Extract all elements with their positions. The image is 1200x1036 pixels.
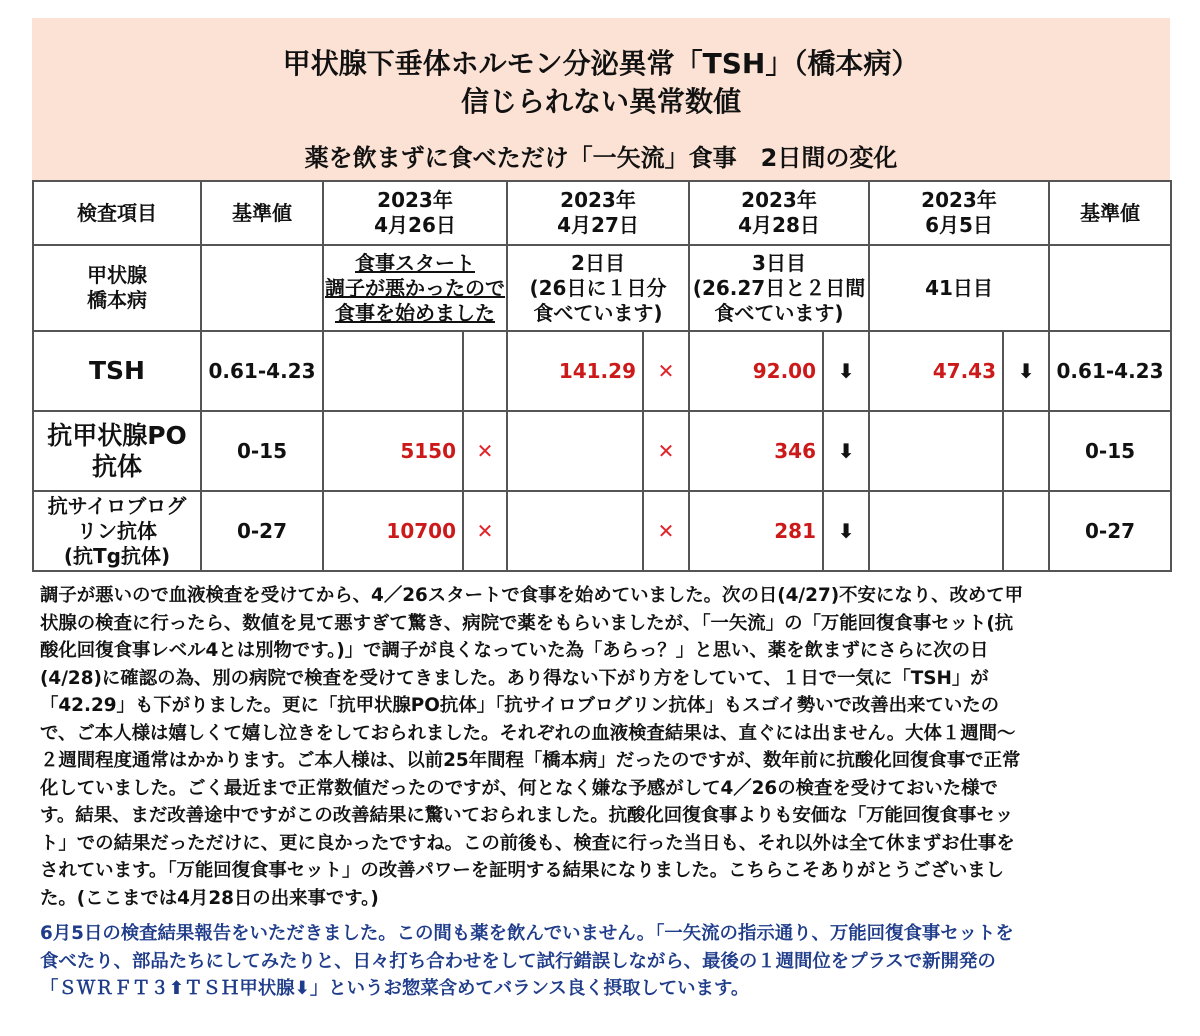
- header-ref-right: 基準値: [1049, 181, 1171, 245]
- title-banner: [32, 18, 1170, 180]
- sub-note-0428: 3日目 (26.27日と２日間 食べています): [689, 245, 869, 331]
- table-header-row: [33, 181, 1171, 245]
- table-row: [33, 331, 1171, 411]
- value-0428: 346: [689, 411, 823, 491]
- sub-note-0426-line2: 調子が悪かったので: [325, 275, 505, 300]
- sub-ref-empty: [201, 245, 323, 331]
- body-paragraph: 調子が悪いので血液検査を受けてから、4／26スタートで食事を始めていました。次の日(4/27)不安になり、改めて甲 状腺の検査に行ったら、数値を見て悪すぎて驚き、病院で薬をもらいましたが、「一矢流」の「万能回復食事セット(抗 酸化回復食事レベル4とは別物です。)」で調子が良くなっていた為「あらっ？」と思い、薬を飲まずにさらに次の日 (4/28)に確認の為、別の病院で検査を受けてきました。あり得ない下がり方をしていて、１日で一気に「TSH」が 「42.29」も下がりました。更に「抗甲状腺PO抗体」「抗サイロブログリン抗体」もスゴイ勢いで改善出来ていたの で、ご本人様は嬉しくて嬉し泣きをしておられました。それぞれの血液検査結果は、直ぐには出ません。大体１週間〜 ２週間程度通常はかかります。ご本人様は、以前25年間程「橋本病」だったのですが、数年前に抗酸化回復食事で正常 化していました。ごく最近まで正常数値だったのですが、何となく嫌な予感がして4／26の検査を受けておいた様で す。結果、まだ改善途中ですがこの改善結果に驚いておられました。抗酸化回復食事よりも安価な「万能回復食事セッ ト」での結果だっただけに、更に良かったですね。この前後も、検査に行った当日も、それ以外は全て休まずお仕事を されています。「万能回復食事セット」の改善パワーを証明する結果になりました。こちらこそありがとうございまし た。(ここまでは4月28日の出来事です。): [40, 585, 1024, 909]
- followup-paragraph: 6月5日の検査結果報告をいただきました。この間も薬を飲んでいません。「一矢流の指示通り、万能回復食事セットを 食べたり、部品たちにしてみたりと、日々打ち合わせをして試行錯誤しながら、最後の１週間位をプラスで新開発の 「ＳＷＲＦＴ３⬆ＴＳＨ甲状腺⬇」というお惣菜含めてバランス良く摂取しています。: [40, 923, 1014, 999]
- sub-note-0426: [323, 245, 507, 331]
- row-label: TSH: [33, 331, 201, 411]
- header-ref: 基準値: [201, 181, 323, 245]
- down-arrow-icon: ⬇: [823, 331, 869, 411]
- row-ref: 0.61-4.23: [201, 331, 323, 411]
- row-label: 抗甲状腺PO 抗体: [33, 411, 201, 491]
- down-arrow-icon: ⬇: [1003, 331, 1049, 411]
- value-0427: [507, 411, 643, 491]
- mark-0605: [1003, 411, 1049, 491]
- value-0426: 5150: [323, 411, 463, 491]
- page-title-line2: 信じられない異常数値: [460, 85, 741, 118]
- table-row: [33, 491, 1171, 571]
- row-ref: 0-27: [201, 491, 323, 571]
- sub-note-0427: 2日目 (26日に１日分 食べています): [507, 245, 689, 331]
- sub-note-0426-line3: 食事を始めました: [335, 300, 495, 325]
- value-0605: [869, 411, 1003, 491]
- value-0427: 141.29: [507, 331, 643, 411]
- sub-note-0426-line1: 食事スタート: [355, 250, 475, 275]
- down-arrow-icon: ⬇: [823, 491, 869, 571]
- page-subtitle: 薬を飲まずに食べただけ「一矢流」食事 2日間の変化: [304, 144, 898, 172]
- header-date-0605: 2023年 6月5日: [869, 181, 1049, 245]
- header-date-0428: 2023年 4月28日: [689, 181, 869, 245]
- value-0605: [869, 491, 1003, 571]
- value-0426: [323, 331, 463, 411]
- value-0427: [507, 491, 643, 571]
- row-ref-right: 0.61-4.23: [1049, 331, 1171, 411]
- value-0605: 47.43: [869, 331, 1003, 411]
- header-date-0427: 2023年 4月27日: [507, 181, 689, 245]
- value-0426: 10700: [323, 491, 463, 571]
- mark-0605: [1003, 491, 1049, 571]
- row-ref: 0-15: [201, 411, 323, 491]
- cross-icon: ✕: [463, 491, 507, 571]
- sub-note-0605: 41日目: [869, 245, 1049, 331]
- cross-icon: ✕: [643, 331, 689, 411]
- sub-item: 甲状腺 橋本病: [33, 245, 201, 331]
- page-title: 甲状腺下垂体ホルモン分泌異常「TSH」（橋本病）: [282, 47, 920, 80]
- mark-0426: [463, 331, 507, 411]
- sub-ref-right-empty: [1049, 245, 1171, 331]
- value-0428: 281: [689, 491, 823, 571]
- table-subheader-row: [33, 245, 1171, 331]
- cross-icon: ✕: [643, 411, 689, 491]
- down-arrow-icon: ⬇: [823, 411, 869, 491]
- row-label: 抗サイロブログ リン抗体 (抗Tg抗体): [33, 491, 201, 571]
- cross-icon: ✕: [463, 411, 507, 491]
- table-row: [33, 411, 1171, 491]
- row-ref-right: 0-27: [1049, 491, 1171, 571]
- header-item: 検査項目: [33, 181, 201, 245]
- results-table: [32, 180, 1172, 572]
- value-0428: 92.00: [689, 331, 823, 411]
- row-ref-right: 0-15: [1049, 411, 1171, 491]
- cross-icon: ✕: [643, 491, 689, 571]
- header-date-0426: 2023年 4月26日: [323, 181, 507, 245]
